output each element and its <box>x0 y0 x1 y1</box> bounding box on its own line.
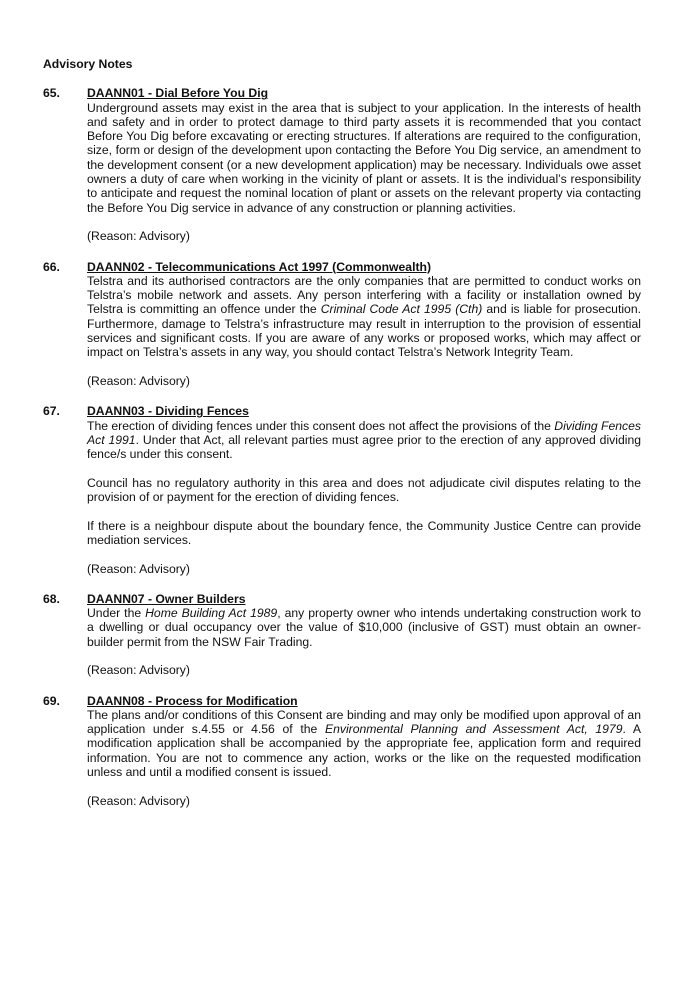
note-paragraph: The erection of dividing fences under this consent does not affect the provisions of the Dividing Fences Act 1991. Under that Act, all relevant parties must agree prior to the erection of any approved dividing fence/s under this consent. <box>87 418 641 462</box>
note-title: DAANN02 - Telecommunications Act 1997 (Commonwealth) <box>87 259 432 274</box>
italic-citation: Dividing Fences Act 1991 <box>87 418 641 447</box>
advisory-note <box>43 694 641 808</box>
advisory-note <box>43 592 641 678</box>
note-title: DAANN08 - Process for Modification <box>87 693 298 708</box>
note-reason: (Reason: Advisory) <box>87 663 190 678</box>
italic-citation: Criminal Code Act 1995 (Cth) <box>320 302 483 317</box>
note-number: 68. <box>43 591 60 606</box>
note-number: 69. <box>43 693 60 708</box>
advisory-note <box>43 260 641 389</box>
advisory-note <box>43 404 641 576</box>
note-reason: (Reason: Advisory) <box>87 793 190 808</box>
note-title: DAANN07 - Owner Builders <box>87 591 246 606</box>
note-number: 66. <box>43 259 60 274</box>
advisory-note <box>43 86 641 243</box>
note-paragraph: If there is a neighbour dispute about the boundary fence, the Community Justice Centre can provide mediation services. <box>87 518 641 547</box>
italic-citation: Home Building Act 1989 <box>145 606 278 621</box>
note-title: DAANN03 - Dividing Fences <box>87 404 249 419</box>
note-title: DAANN01 - Dial Before You Dig <box>87 86 269 101</box>
note-reason: (Reason: Advisory) <box>87 561 190 576</box>
note-paragraph: Under the Home Building Act 1989, any property owner who intends undertaking construction work to a dwelling or dual occupancy over the value of $10,000 (inclusive of GST) must obtain an owner-builder permit from the NSW Fair Trading. <box>87 606 641 649</box>
note-paragraph: The plans and/or conditions of this Consent are binding and may only be modified upon approval of an application under s.4.55 or 4.56 of the Environmental Planning and Assessment Act, 1979. A modification application shall be accompanied by the appropriate fee, application form and required information. You are not to commence any action, works or the like on the requested modification unless and until a modified consent is issued. <box>87 707 642 780</box>
note-reason: (Reason: Advisory) <box>87 373 190 388</box>
note-paragraph: Underground assets may exist in the area that is subject to your application. In the interests of health and safety and in order to protect damage to third party assets it is recommended that you contact Before You Dig before excavating or erecting structures. If alterations are required to the configuration, size, form or design of the development upon contacting the Before You Dig service, an amendment to the development consent (or a new development application) may be necessary. Individuals owe asset owners a duty of care when working in the vicinity of plant or assets. It is the individual’s responsibility to anticipate and request the nominal location of plant or assets on the relevant property via contacting the Before You Dig service in advance of any construction or planning activities. <box>87 100 641 215</box>
note-reason: (Reason: Advisory) <box>87 229 190 244</box>
note-number: 67. <box>43 404 60 419</box>
section-heading: Advisory Notes <box>43 57 133 71</box>
note-number: 65. <box>43 86 60 101</box>
note-paragraph: Telstra and its authorised contractors are the only companies that are permitted to conduct works on Telstra’s mobile network and assets. Any person interfering with a facility or installation owned by Telstra is committing an offence under the Criminal Code Act 1995 (Cth) and is liable for prosecution. Furthermore, damage to Telstra’s infrastructure may result in interruption to the provision of essential services and significant costs. If you are aware of any works or proposed works, which may affect or impact on Telstra’s assets in any way, you should contact Telstra’s Network Integrity Team. <box>87 273 641 360</box>
italic-citation: Environmental Planning and Assessment Act, 1979 <box>324 722 623 737</box>
note-paragraph: Council has no regulatory authority in this area and does not adjudicate civil disputes relating to the provision of or payment for the erection of dividing fences. <box>87 475 641 505</box>
document-page <box>43 57 641 824</box>
